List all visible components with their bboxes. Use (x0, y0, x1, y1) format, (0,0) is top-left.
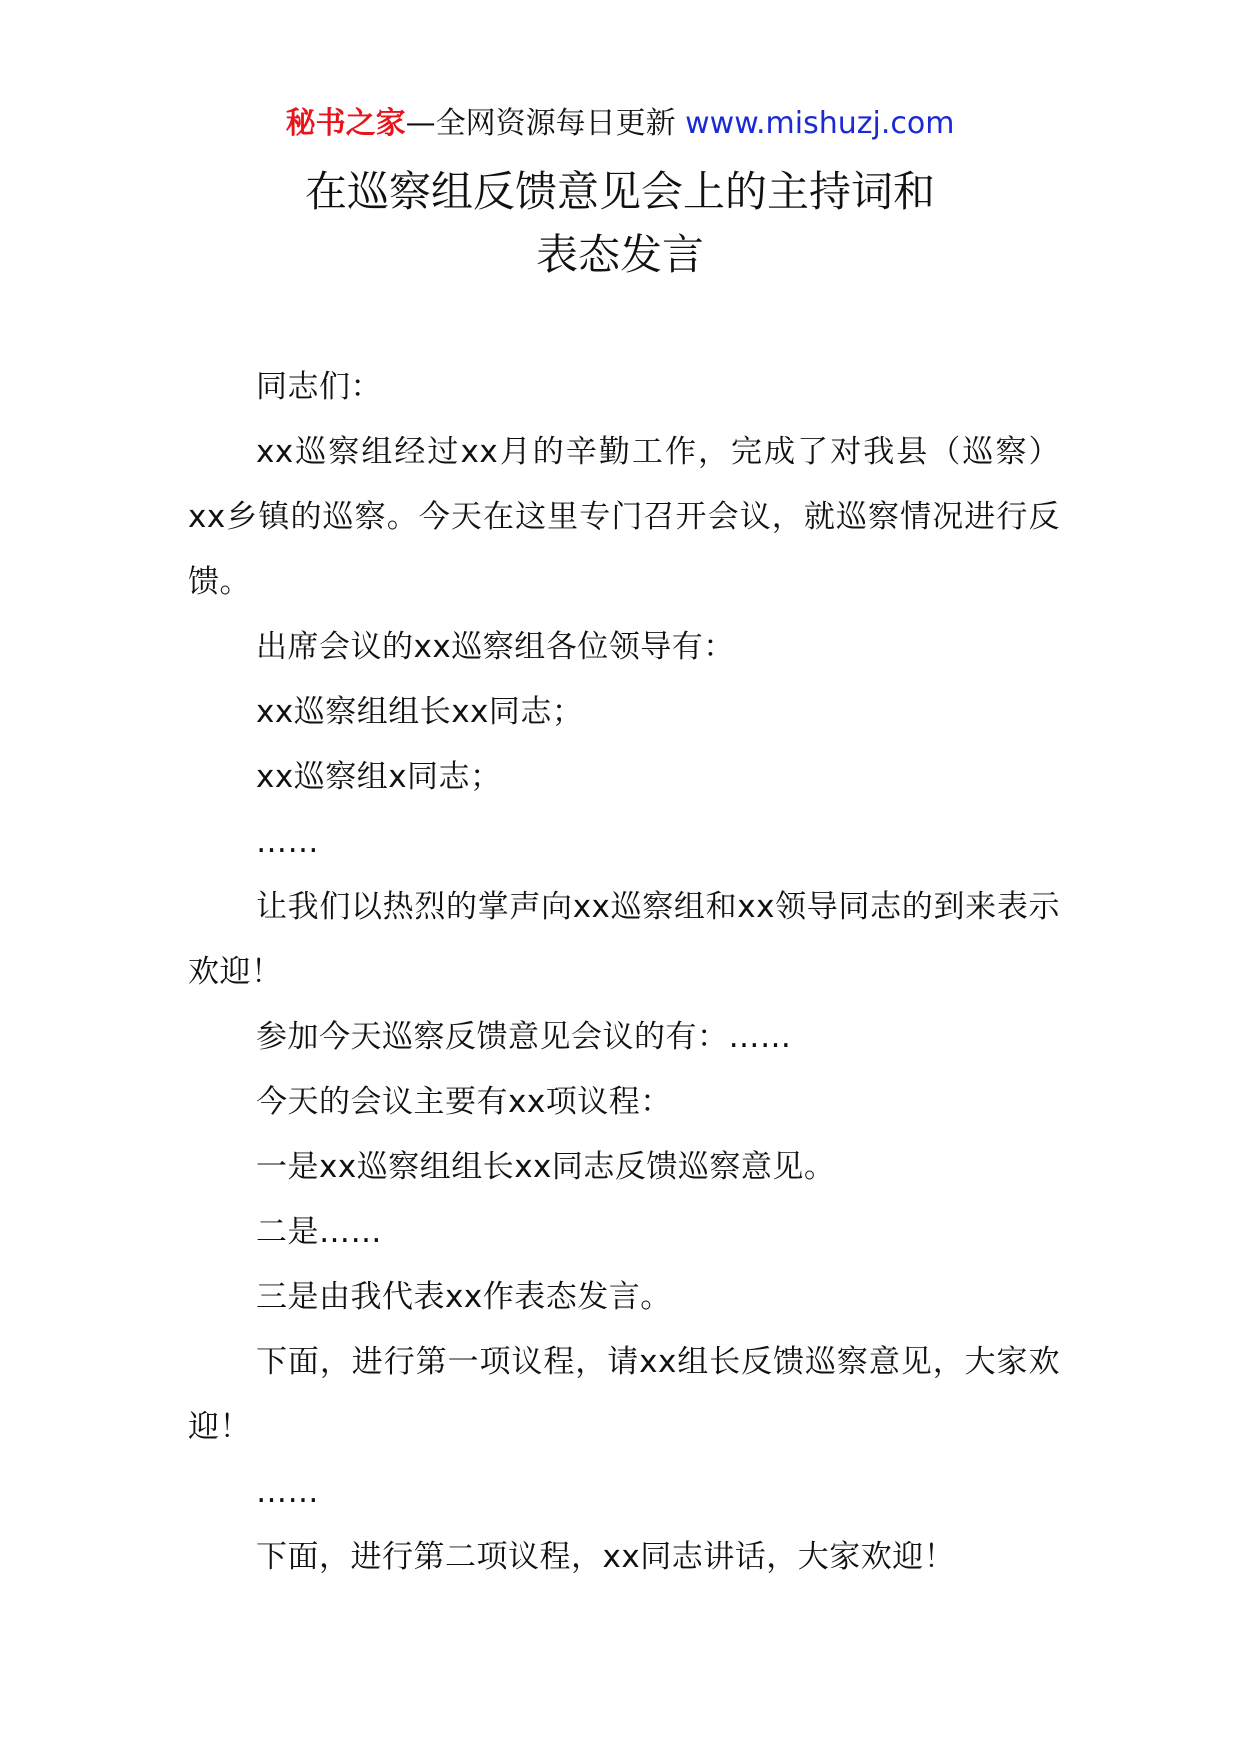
paragraph: 今天的会议主要有xx项议程： (256, 1084, 672, 1120)
paragraph: 二是…… (256, 1214, 382, 1250)
paragraph: 同志们： (256, 369, 382, 405)
paragraph: 下面，进行第一项议程，请xx组长反馈巡察意见，大家欢迎！ (188, 1344, 1060, 1445)
site-url-link[interactable]: www.mishuzj.com (685, 106, 955, 141)
title-line-1: 在巡察组反馈意见会上的主持词和 (304, 167, 935, 216)
document-title (0, 160, 1240, 286)
paragraph: 一是xx巡察组组长xx同志反馈巡察意见。 (256, 1149, 836, 1185)
paragraph: 参加今天巡察反馈意见会议的有：…… (256, 1019, 792, 1055)
title-line-2: 表态发言 (535, 230, 704, 279)
paragraph: 让我们以热烈的掌声向xx巡察组和xx领导同志的到来表示欢迎！ (188, 889, 1060, 990)
paragraph: xx巡察组组长xx同志； (256, 694, 584, 730)
paragraph: 三是由我代表xx作表态发言。 (256, 1279, 672, 1315)
document-body (188, 355, 1060, 1590)
brand-name: 秘书之家 (285, 106, 406, 141)
paragraph: xx巡察组经过xx月的辛勤工作，完成了对我县（巡察）xx乡镇的巡察。今天在这里专门召开会议，就巡察情况进行反馈。 (188, 434, 1060, 600)
paragraph: xx巡察组x同志； (256, 759, 502, 795)
site-header (0, 102, 1240, 146)
paragraph: …… (256, 1474, 319, 1510)
paragraph: …… (256, 824, 319, 860)
header-slogan: —全网资源每日更新 (405, 106, 676, 141)
paragraph: 下面，进行第二项议程，xx同志讲话，大家欢迎！ (256, 1539, 956, 1575)
paragraph: 出席会议的xx巡察组各位领导有： (256, 629, 735, 665)
